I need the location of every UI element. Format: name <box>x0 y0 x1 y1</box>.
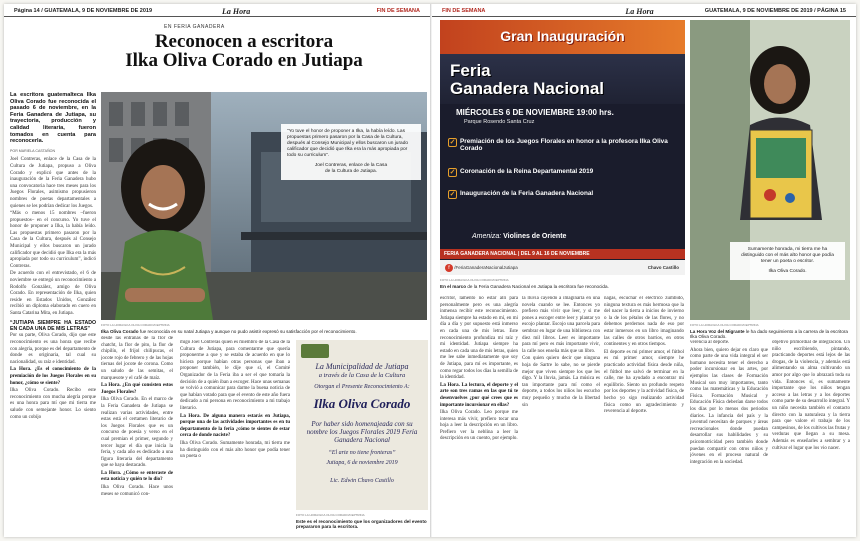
right-column-2 <box>522 296 600 534</box>
main-photo <box>101 92 427 320</box>
right-column-4 <box>690 340 768 534</box>
diploma-line6: Jutiapa, 6 de noviembre 2019 <box>326 460 398 466</box>
body-paragraph: Con quien quiero decir que ninguna hoja de Sartre lo sabe, no se pierde mejor que viven siempre los que les digo. Y la lluvia, jamás. La música es tan importante para mí como el deporte, a todos los niños los escucho muy pequeño y mucho de la libertad sin <box>522 356 600 408</box>
facebook-icon: f <box>445 264 453 272</box>
interview-question: La Hora. ¿Es el conocimiento de la premiación de los Juegos Florales en su honor, ¿cómo se siente? <box>10 367 96 386</box>
diploma-name: Ilka Oliva Corado <box>313 396 411 411</box>
caption-text: le ha dado seguimiento a la carrera de la escritora Ilka Oliva Corado. <box>690 328 848 340</box>
diploma-line4: Por haber sido homenajeada con su nombre los Juegos Florales 2019 Feria Ganadera Nacional <box>306 420 418 444</box>
diploma-photo <box>296 340 428 510</box>
poster-feria-line1: Feria <box>450 61 491 80</box>
body-paragraph: desde las entrañas de la flor de chatcht, la flor de pito, la flor de chipilín, el frijol chilipucas, el jocote rojo de febrero y de las hojas tiernas del jocote de corona. Como un saludo de las semitas, el marquesote y el café de maíz. <box>101 336 173 381</box>
check-icon: ✓ <box>449 139 456 146</box>
side-photo-caption <box>690 322 850 340</box>
right-column-1 <box>440 296 518 534</box>
right-page-info: GUATEMALA, 9 DE NOVIEMBRE DE 2019 / PÁGINA 15 <box>704 8 846 14</box>
left-column-2 <box>101 336 173 534</box>
photo-credit: FOTO LA HORA/ILKA OLIVA CORADO/CEPTRINA <box>101 323 170 327</box>
quote-signature-name: Joel Contreras, enlace de la Casa <box>314 163 388 168</box>
pull-quote-signature <box>287 163 415 175</box>
diploma-caption-text: Este es el reconocimiento que los organizadores del evento prepararon para la escritora. <box>296 518 427 530</box>
diploma-line2: a través de la Casa de la Cultura <box>318 372 406 379</box>
poster-event-text: Premiación de los Juegos Florales en honor a la profesora Ilka Oliva Corado <box>460 138 668 153</box>
seal-icon <box>301 344 329 358</box>
diploma-line1: La Municipalidad de Jutiapa <box>315 362 409 371</box>
side-photo-credit: FOTO LA HORA/ILKA OLIVA CORADO/CEPTRINA <box>690 323 759 327</box>
body-paragraph: De acuerdo con el entrevistado, el 6 de noviembre se entregó un reconocimiento a Rodolfo González, amigo de Oliva Corado. En representación de Ilka, quien reside en Estados Unidos, González recibió un diploma elaborado en cuero en Santa Catarina Mita, en Jutiapa. <box>10 271 96 316</box>
left-column-1 <box>10 92 96 532</box>
ameniza-band: Violines de Oriente <box>503 233 567 240</box>
headline-line1: Reconocen a escritora <box>154 31 334 52</box>
event-poster <box>440 20 685 275</box>
headline-line2: Ilka Oliva Corado en Jutiapa <box>125 50 363 71</box>
side-pull-quote <box>730 242 845 280</box>
poster-footer <box>440 260 685 275</box>
interview-question: La Hora. De alguna manera estarás en Jutiapa, porque una de las actividades importantes es en tu departamento de la feria ¿cómo te sientes de estar cerca de donde naciste? <box>180 413 290 439</box>
poster-date: MIÉRCOLES 6 DE NOVIEMBRE 19:00 hrs. <box>456 108 614 117</box>
body-paragraph: Por su parte, Oliva Corado, dijo que este reconocimiento es una honra que recibe con alegría, porque es del departamento de donde es originaria, tal cual su nacionalidad, su raíz e identidad. <box>10 333 96 365</box>
pull-quote <box>281 124 421 180</box>
side-quote-signature: Ilka Oliva Corado. <box>768 269 807 274</box>
body-paragraph: Ilka Oliva Corado. Sumamente honrada, mi tierra me ha distinguido con el más alto honor que podía tener un poeta o <box>180 440 290 460</box>
pull-quote-text: “Yo tuve el honor de proponer a Ilka, la había leído. Las propuestas primero pasaron por la Casa de la Cultura, después al Consejo Municipal y ellos buscaron un jurado calificador que decidió que Ilka era la más apropiada por todo su curriculum”. <box>287 129 409 158</box>
poster-place: Parque Rosendo Santa Cruz <box>464 119 535 125</box>
poster-credit: FOTO LA HORA/ILKA OLIVA CORADO/CEPTRINA <box>440 278 509 282</box>
diploma-signature: Lic. Edwin Chavo Castillo <box>330 478 394 484</box>
kicker: EN FERIA GANADERA <box>164 24 225 30</box>
left-page-info: Página 14 / GUATEMALA, 9 DE NOVIEMBRE DE 2019 <box>14 8 153 14</box>
check-icon: ✓ <box>449 169 456 176</box>
body-paragraph: objetivo primordial de integración. Un niño escribiendo, pintando, practicando deportes está lejos de las drogas, de la violencia, y además está alimentando su alma cultivando un amor por algo que lo abrazará toda su vida. Entonces sí, es sumamente importante que los niños tengan acceso a las letras y a los deportes como parte de su desarrollo integral. Y un niño necesita también el contacto directo con la naturaleza y la tierra para que valore el trabajo de los campesinos, de los cultivos las frutas y verduras que llegan a su mesa. Además es enseñarles a sembrar y a cultivar el lugar que los vio nacer. <box>772 340 850 451</box>
poster-caption <box>440 277 685 289</box>
body-paragraph: Ilka Oliva Corado. Hace unos meses se comunicó con- <box>101 485 173 497</box>
caption-bold: Ilka Oliva Corado <box>101 328 139 334</box>
left-column-3 <box>180 340 290 530</box>
facebook-link <box>445 264 518 272</box>
poster-event-2 <box>448 168 678 177</box>
caption-text: fue reconocida en su natal Jutiapa y aunque no pudo asistir expresó su satisfacción por el reconocimiento. <box>139 328 357 334</box>
diploma-caption <box>296 512 428 530</box>
right-page <box>432 4 856 537</box>
poster-feria-line2: Ganadera Nacional <box>450 79 605 98</box>
right-page-header <box>432 6 856 17</box>
byline: POR MARIELA CASTAÑON <box>10 148 56 153</box>
sponsor-name: Chavo Castillo <box>647 265 679 270</box>
right-header-logo: La Hora <box>625 6 654 16</box>
diploma-line3: Otorgan el Presente Reconocimiento A: <box>314 384 410 390</box>
poster-event-text: Coronación de la Reina Departamental 2019 <box>460 168 594 175</box>
right-column-5 <box>772 340 850 534</box>
caption-bold: En el marco <box>440 283 467 289</box>
facebook-handle: /FeriaGanaderaNacionalJutiapa <box>454 264 518 270</box>
body-paragraph: verencia al deporte. <box>690 340 730 345</box>
caption-text: de la Feria Ganadera Nacional en Jutiapa la escritora fue reconocida. <box>467 283 609 289</box>
interview-question: La Hora. ¿Cómo se enteraste de esta noticia y quién te lo dio? <box>101 470 173 483</box>
side-photo <box>690 20 850 320</box>
right-column-3 <box>604 296 684 534</box>
body-paragraph: Ilka Oliva Corado. Recibo este reconocimiento con mucha alegría porque es una honra para mí que mi tierra me salude con semejante honor. Lo siento como un cobijo <box>10 388 96 420</box>
left-section-label: FIN DE SEMANA <box>376 8 420 14</box>
poster-event-text: Inauguración de la Feria Ganadera Nacional <box>460 190 594 197</box>
body-paragraph: Ilka Oliva Corado. En el marco de la Feria Ganadera de Jutiapa se realizan varias actividades, entre estas está el certamen literario de los Juegos Florales que es un concurso de poesía y verso en el cual premian el primer, segundo y tercer lugar el día que inicia la feria, y cada año es dedicado a una figura literaria del departamento que se haya destacado. <box>101 397 173 469</box>
body-paragraph: Ilka Oliva Corado. Leo porque me interesa más vivir, prefiero tocar una hoja a leer la descripción en un libro. Prefiero ver la neblina a leer la descripción en un cuento, por ejemplo. <box>440 410 518 442</box>
check-icon: ✓ <box>449 191 456 198</box>
right-section-label: FIN DE SEMANA <box>442 8 486 14</box>
side-quote-text: Sumamente honrada, mi tierra me ha distinguido con el más alto honor que podía tener un poeta o escritor. <box>741 247 834 264</box>
newspaper-spread <box>4 4 856 537</box>
poster-ameniza <box>472 233 566 240</box>
body-paragraph: escritor, lamento no estar allí para personalmente pero es una alegría inmensa recibir este reconocimiento. Jutiapa siempre ha estado en mí, en mi día a día y por supuesto está inmerso en cada una de mis letras. Este reconocimiento profundiza mi raíz y mi identidad. Jutiapa siempre ha estado en cada una de mis letras, quien me lee sabe inmediatamente que soy de Jutiapa, para mí es importante, es como regar todos los días la semilla de la identidad. <box>440 296 518 381</box>
main-photo-caption <box>101 322 427 334</box>
diploma-credit: FOTO LA HORA/ILKA OLIVA CORADO/CEPTRINA <box>296 513 365 517</box>
poster-date-band: FERIA GANADERA NACIONAL | DEL 9 AL 16 DE NOVIEMBRE <box>440 249 685 259</box>
poster-title: Gran Inauguración <box>500 28 625 44</box>
left-header-logo: La Hora <box>222 6 251 16</box>
caption-bold: La Hora Voz del Migrante <box>690 328 745 334</box>
poster-feria-title <box>450 62 604 98</box>
quote-signature-org: de la Cultura de Jutiapa. <box>325 169 377 174</box>
diploma-line5: “El arte no tiene fronteras” <box>328 450 396 456</box>
headline <box>84 32 404 70</box>
body-paragraph: Ahora bien, quiero dejar en claro que como parte de una vida integral el ser humano necesita tener el derecho a poder incursionar en las artes, por ejemplos las clases de Formación Musical son muy importantes, tanto como las matemáticas y la Educación Física. Formación Musical y Educación Física deberían darse todos los días por lo menos dos periodos diarios. La infancia del país y la juventud necesitan de parques y áreas recreacionales donde puedan desarrollar sus habilidades y su psicomotricidad pero también donde puedan compartir con otros niños y jóvenes en el proceso natural de integración en la sociedad. <box>690 347 768 465</box>
body-paragraph: Joel Contreras, enlace de la Casa de la Cultura de Jutiapa, propuso a Oliva Corado y explicó que antes de la inauguración de la Feria Ganadera hubo una convocatoria hace tres meses para los Juegos Florales, asimismo propusieron nombres de poetas departamentales a quienes se les podrían dedicar los Juegos. <box>10 157 96 209</box>
poster-event-3 <box>448 190 678 199</box>
body-paragraph: “Más o menos 15 nombres –fueron propuestos– en el concurso. Yo tuve el honor de proponer a Ilka, la había leído. Las propuestas primero pasaron por la Casa de la Cultura, después al Consejo Municipal y ellos buscaron un jurado calificador que decidió que Ilka era la más apropiada por todo su curriculum”, indicó Contreras. <box>10 211 96 269</box>
body-paragraph: migo Joel Contreras quien es miembro de la Casa de la Cultura de Jutiapa, para comentarme que quería proponerme a que y se estaba de acuerdo en que lo hiciera porque habían otras personas que iban a proponer también, le dije que sí, el Comité Organizador de la Feria iba a ser el que tomaría la decisión de a quién iban a escoger. Hace unas semanas se volvió a comunicar para darme la buena noticia de que habían votado para que el evento de este año fuera dedicado a mi persona en reconocimiento a mi trabajo literario. <box>180 340 290 411</box>
interview-question: La Hora. ¿En qué consisten estos Juegos Florales? <box>101 383 173 395</box>
ameniza-label: Ameniza: <box>472 233 502 240</box>
left-page-header <box>4 6 430 17</box>
body-paragraph: El deporte es mi primer amor, el fútbol es mi primer amor, siempre he practicado actividad física desde niña, el fútbol me salvó de terminar en la calle, me ha ayudado a encontrar mi equilibrio. Siento un profundo respeto por los deportes y la actividad física, de hecho yo sigo realizando actividad física como un agradecimiento y reverencia al deporte. <box>604 349 684 415</box>
body-paragraph: nagas, escuchar el eléctrico zumbido, ninguna textura es más hermosa que la del nacer la tierra a inicios de invierno o la de los pétalos de las flores, y no debemos perdernos nada de eso por estar inmersos en un libro imaginando las calles de otros barrios, en otros continentes y en otros tiempos. <box>604 296 684 348</box>
body-paragraph: la lluvia cayendo a imaginarla en una novela cuando se lee. Entonces yo prefiero más vivir que leer, y si me pones a escoger entre leer y plantar yo escojo plantar. Escojo una parcela para sembrar en lugar de una biblioteca con diez mil libros. Leer es importante para mí pero es más importante vivir, la calle nos enseña más que un libro. <box>522 296 600 354</box>
subhead: “JUTIAPA SIEMPRE HA ESTADO EN CADA UNA DE MIS LETRAS” <box>10 319 96 332</box>
poster-event-1 <box>448 138 678 153</box>
lead-paragraph: La escritora guatemalteca Ilka Oliva Corado fue reconocida el pasado 6 de noviembre, en la Feria Ganadera de Jutiapa, su trayectoria, producción y calidad literaria, fueron tomados en cuenta para reconocerla. <box>10 92 96 145</box>
interview-question: La Hora. La lectura, el deporte y el arte son tres ramas en las que tú te desenvuelves ¿por qué crees que es importante incursionar en ellas? <box>440 382 518 408</box>
